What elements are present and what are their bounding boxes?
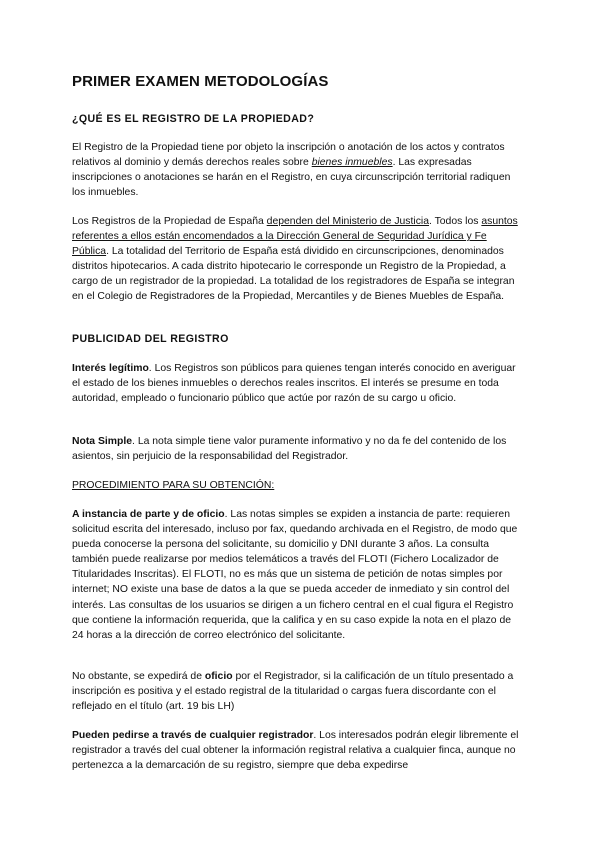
paragraph-registro-objeto xyxy=(72,140,522,200)
interes-legitimo-term: Interés legítimo xyxy=(72,363,149,374)
procedure-heading-text: PROCEDIMIENTO PARA SU OBTENCIÓN: xyxy=(72,480,275,491)
section-heading-publicidad: PUBLICIDAD DEL REGISTRO xyxy=(72,333,229,345)
paragraph-de-oficio xyxy=(72,669,522,714)
paragraph-text: . La totalidad del Territorio de España está dividido en circunscripciones, denominados distritos hipotecarios. A cada distrito hipotecario le corresponde un Registro de la Propiedad, a cargo de un registrador de la propiedad. La totalidad de los registradores de España se integran en el Colegio de Registradores de la Propiedad, Mercantiles y de Bienes Muebles de España. xyxy=(72,246,515,303)
oficio-term: oficio xyxy=(204,671,233,682)
section-heading-registro: ¿QUÉ ES EL REGISTRO DE LA PROPIEDAD? xyxy=(72,113,315,125)
paragraph-nota-simple xyxy=(72,434,522,464)
paragraph-text: Los Registros de la Propiedad de España xyxy=(72,216,267,227)
ministerio-justicia-link[interactable]: dependen del Ministerio de Justicia xyxy=(266,216,429,227)
paragraph-instancia-parte xyxy=(72,507,522,643)
paragraph-text: . La nota simple tiene valor puramente informativo y no da fe del contenido de los asientos, sin perjuicio de la responsabilidad del Registrador. xyxy=(72,436,507,463)
nota-simple-term: Nota Simple xyxy=(72,436,133,447)
bienes-inmuebles-link[interactable]: bienes inmuebles xyxy=(311,157,393,169)
page-title: PRIMER EXAMEN METODOLOGÍAS xyxy=(72,73,329,90)
procedure-heading xyxy=(72,478,522,493)
paragraph-cualquier-registrador xyxy=(72,728,522,773)
paragraph-text: . Los Registros son públicos para quienes tengan interés conocido en averiguar el estado de los bienes inmuebles o derechos reales inscritos. El interés se presume en toda autoridad, empleado o funcionario público que actúe por razón de su cargo u oficio. xyxy=(72,363,516,405)
paragraph-text: No obstante, se expedirá de xyxy=(72,671,205,682)
instancia-parte-term: A instancia de parte y de oficio xyxy=(72,509,225,520)
paragraph-registros-espana xyxy=(72,214,522,305)
paragraph-text: . Las expresadas inscripciones o anotaciones se harán en el Registro, en cuya circunscripción territorial radiquen los inmuebles. xyxy=(72,157,511,199)
paragraph-interes-legitimo xyxy=(72,361,522,406)
paragraph-text: . Las notas simples se expiden a instancia de parte: requieren solicitud escrita del interesado, incluso por fax, quedando archivada en el Registro, de modo que pueda conocerse la persona del solicitante, su domicilio y DNI durante 3 años. La consulta también puede realizarse por medios telemáticos a través del FLOTI (Fichero Localizador de Titularidades Inscritas). El FLOTI, no es más que un sistema de petición de notas simples por internet; NO existe una base de datos a la que se pueda acceder de inmediato y sin control del interés. Las consultas de los usuarios se dirigen a un fichero central en el cual figura el Registro que contiene la información requerida, que la califica y en su caso expide la nota en el plazo de 24 horas a la dirección de correo electrónico del solicitante. xyxy=(72,509,518,641)
paragraph-text: por el Registrador, si la calificación de un título presentado a inscripción es positiva y el estado registral de la titularidad o cargas fuera discordante con el reflejado en el título (art. 19 bis LH) xyxy=(72,671,514,713)
cualquier-registrador-term: Pueden pedirse a través de cualquier registrador xyxy=(72,730,314,741)
paragraph-text: . Los interesados podrán elegir libremente el registrador a través del cual obtener la información registral relativa a cualquier finca, aunque no pertenezca a la demarcación de su registro, siempre que deba expedirse xyxy=(72,730,519,772)
direccion-general-link[interactable]: asuntos referentes a ellos están encomendados a la Dirección General de Seguridad Jurídica y Fe Pública xyxy=(72,216,518,258)
paragraph-text: . Todos los xyxy=(428,216,482,227)
paragraph-text: El Registro de la Propiedad tiene por objeto la inscripción o anotación de los actos y contratos relativos al dominio y demás derechos reales sobre xyxy=(72,142,505,169)
